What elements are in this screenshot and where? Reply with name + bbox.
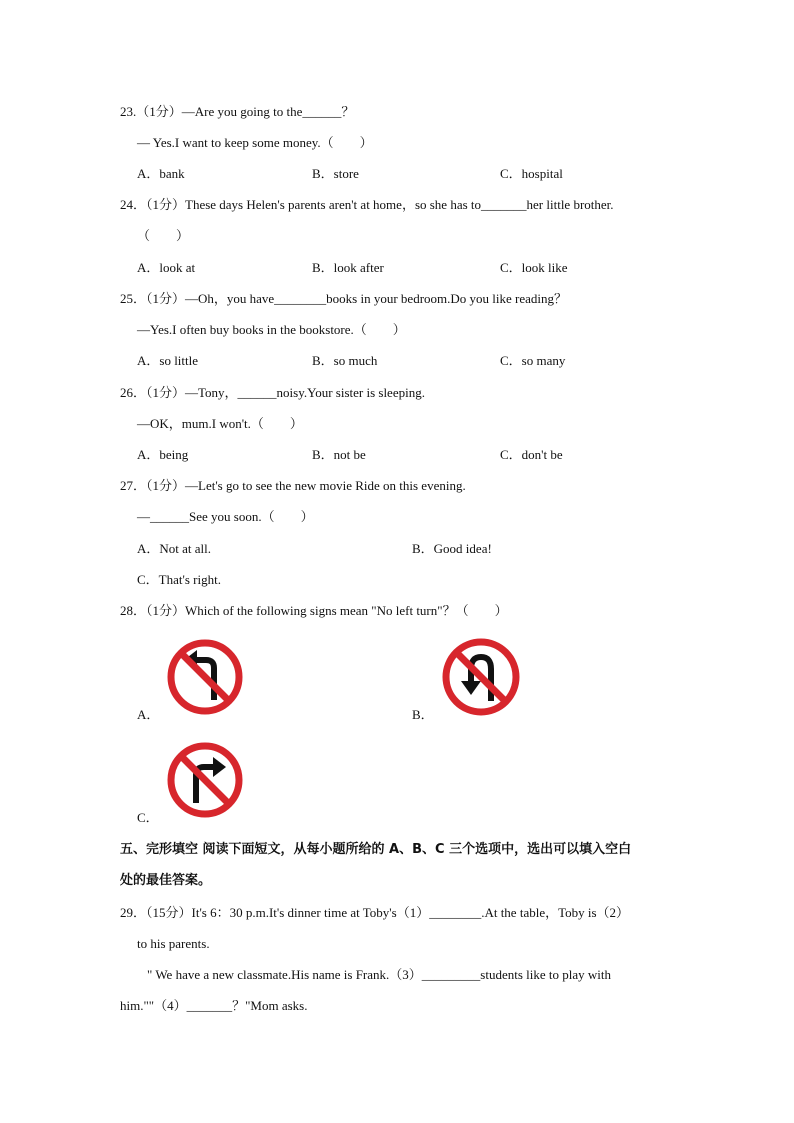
no-left-turn-sign-icon[interactable] (166, 638, 244, 716)
q24-stem: 24．（1分）These days Helen's parents aren't at home，so she has to_______her little brother. (120, 197, 614, 212)
q27-stem: 27．（1分）—Let's go to see the new movie Ride on this evening. (120, 478, 466, 493)
q26-line2: —OK，mum.I won't.（ ） (137, 416, 303, 431)
q27-option-b[interactable]: B．Good idea! (412, 541, 492, 556)
q28-stem: 28．（1分）Which of the following signs mean "No left turn"？（ ） (120, 603, 508, 618)
q23-option-b[interactable]: B．store (312, 166, 359, 181)
q27-line2: —______See you soon.（ ） (137, 509, 314, 524)
q27-option-a[interactable]: A．Not at all. (137, 541, 212, 556)
q25-option-b[interactable]: B．so much (312, 353, 378, 368)
q26-option-b[interactable]: B．not be (312, 447, 366, 462)
q29-line2: to his parents. (137, 936, 210, 951)
q26-option-a[interactable]: A．being (137, 447, 189, 462)
q23-line2: — Yes.I want to keep some money.（ ） (137, 135, 373, 150)
q28-option-c[interactable]: C． (137, 810, 159, 825)
q24-option-b[interactable]: B．look after (312, 260, 384, 275)
q23-stem: 23.（1分）—Are you going to the______？ (120, 104, 355, 119)
q29-line1: 29．（15分）It's 6：30 p.m.It's dinner time at Toby's（1）________.At the table，Toby is（2） (120, 905, 630, 920)
q29-line4: him.""（4）_______？"Mom asks. (120, 998, 308, 1013)
q26-option-c[interactable]: C．don't be (500, 447, 563, 462)
q25-option-c[interactable]: C．so many (500, 353, 566, 368)
q28-option-b[interactable]: B． (412, 707, 434, 722)
q24-option-a[interactable]: A．look at (137, 260, 196, 275)
q25-stem: 25．（1分）—Oh，you have________books in your bedroom.Do you like reading？ (120, 291, 568, 306)
q28-option-a[interactable]: A． (137, 707, 160, 722)
section5-heading-line1: 五、完形填空 阅读下面短文，从每小题所给的 A、B、C 三个选项中，选出可以填入空白 (120, 842, 632, 857)
q29-line3: " We have a new classmate.His name is Frank.（3）_________students like to play with (147, 967, 611, 982)
q23-option-c[interactable]: C．hospital (500, 166, 563, 181)
q24-line2: （ ） (137, 228, 190, 243)
q24-option-c[interactable]: C．look like (500, 260, 568, 275)
q26-stem: 26．（1分）—Tony，______noisy.Your sister is sleeping. (120, 385, 425, 400)
q25-option-a[interactable]: A．so little (137, 353, 199, 368)
no-u-turn-sign-icon[interactable] (441, 637, 521, 717)
q23-option-a[interactable]: A．bank (137, 166, 185, 181)
section5-heading-line2: 处的最佳答案。 (120, 873, 212, 888)
q25-line2: —Yes.I often buy books in the bookstore.（ ） (137, 322, 406, 337)
q27-option-c[interactable]: C．That's right. (137, 572, 221, 587)
no-right-turn-sign-icon[interactable] (166, 741, 244, 819)
